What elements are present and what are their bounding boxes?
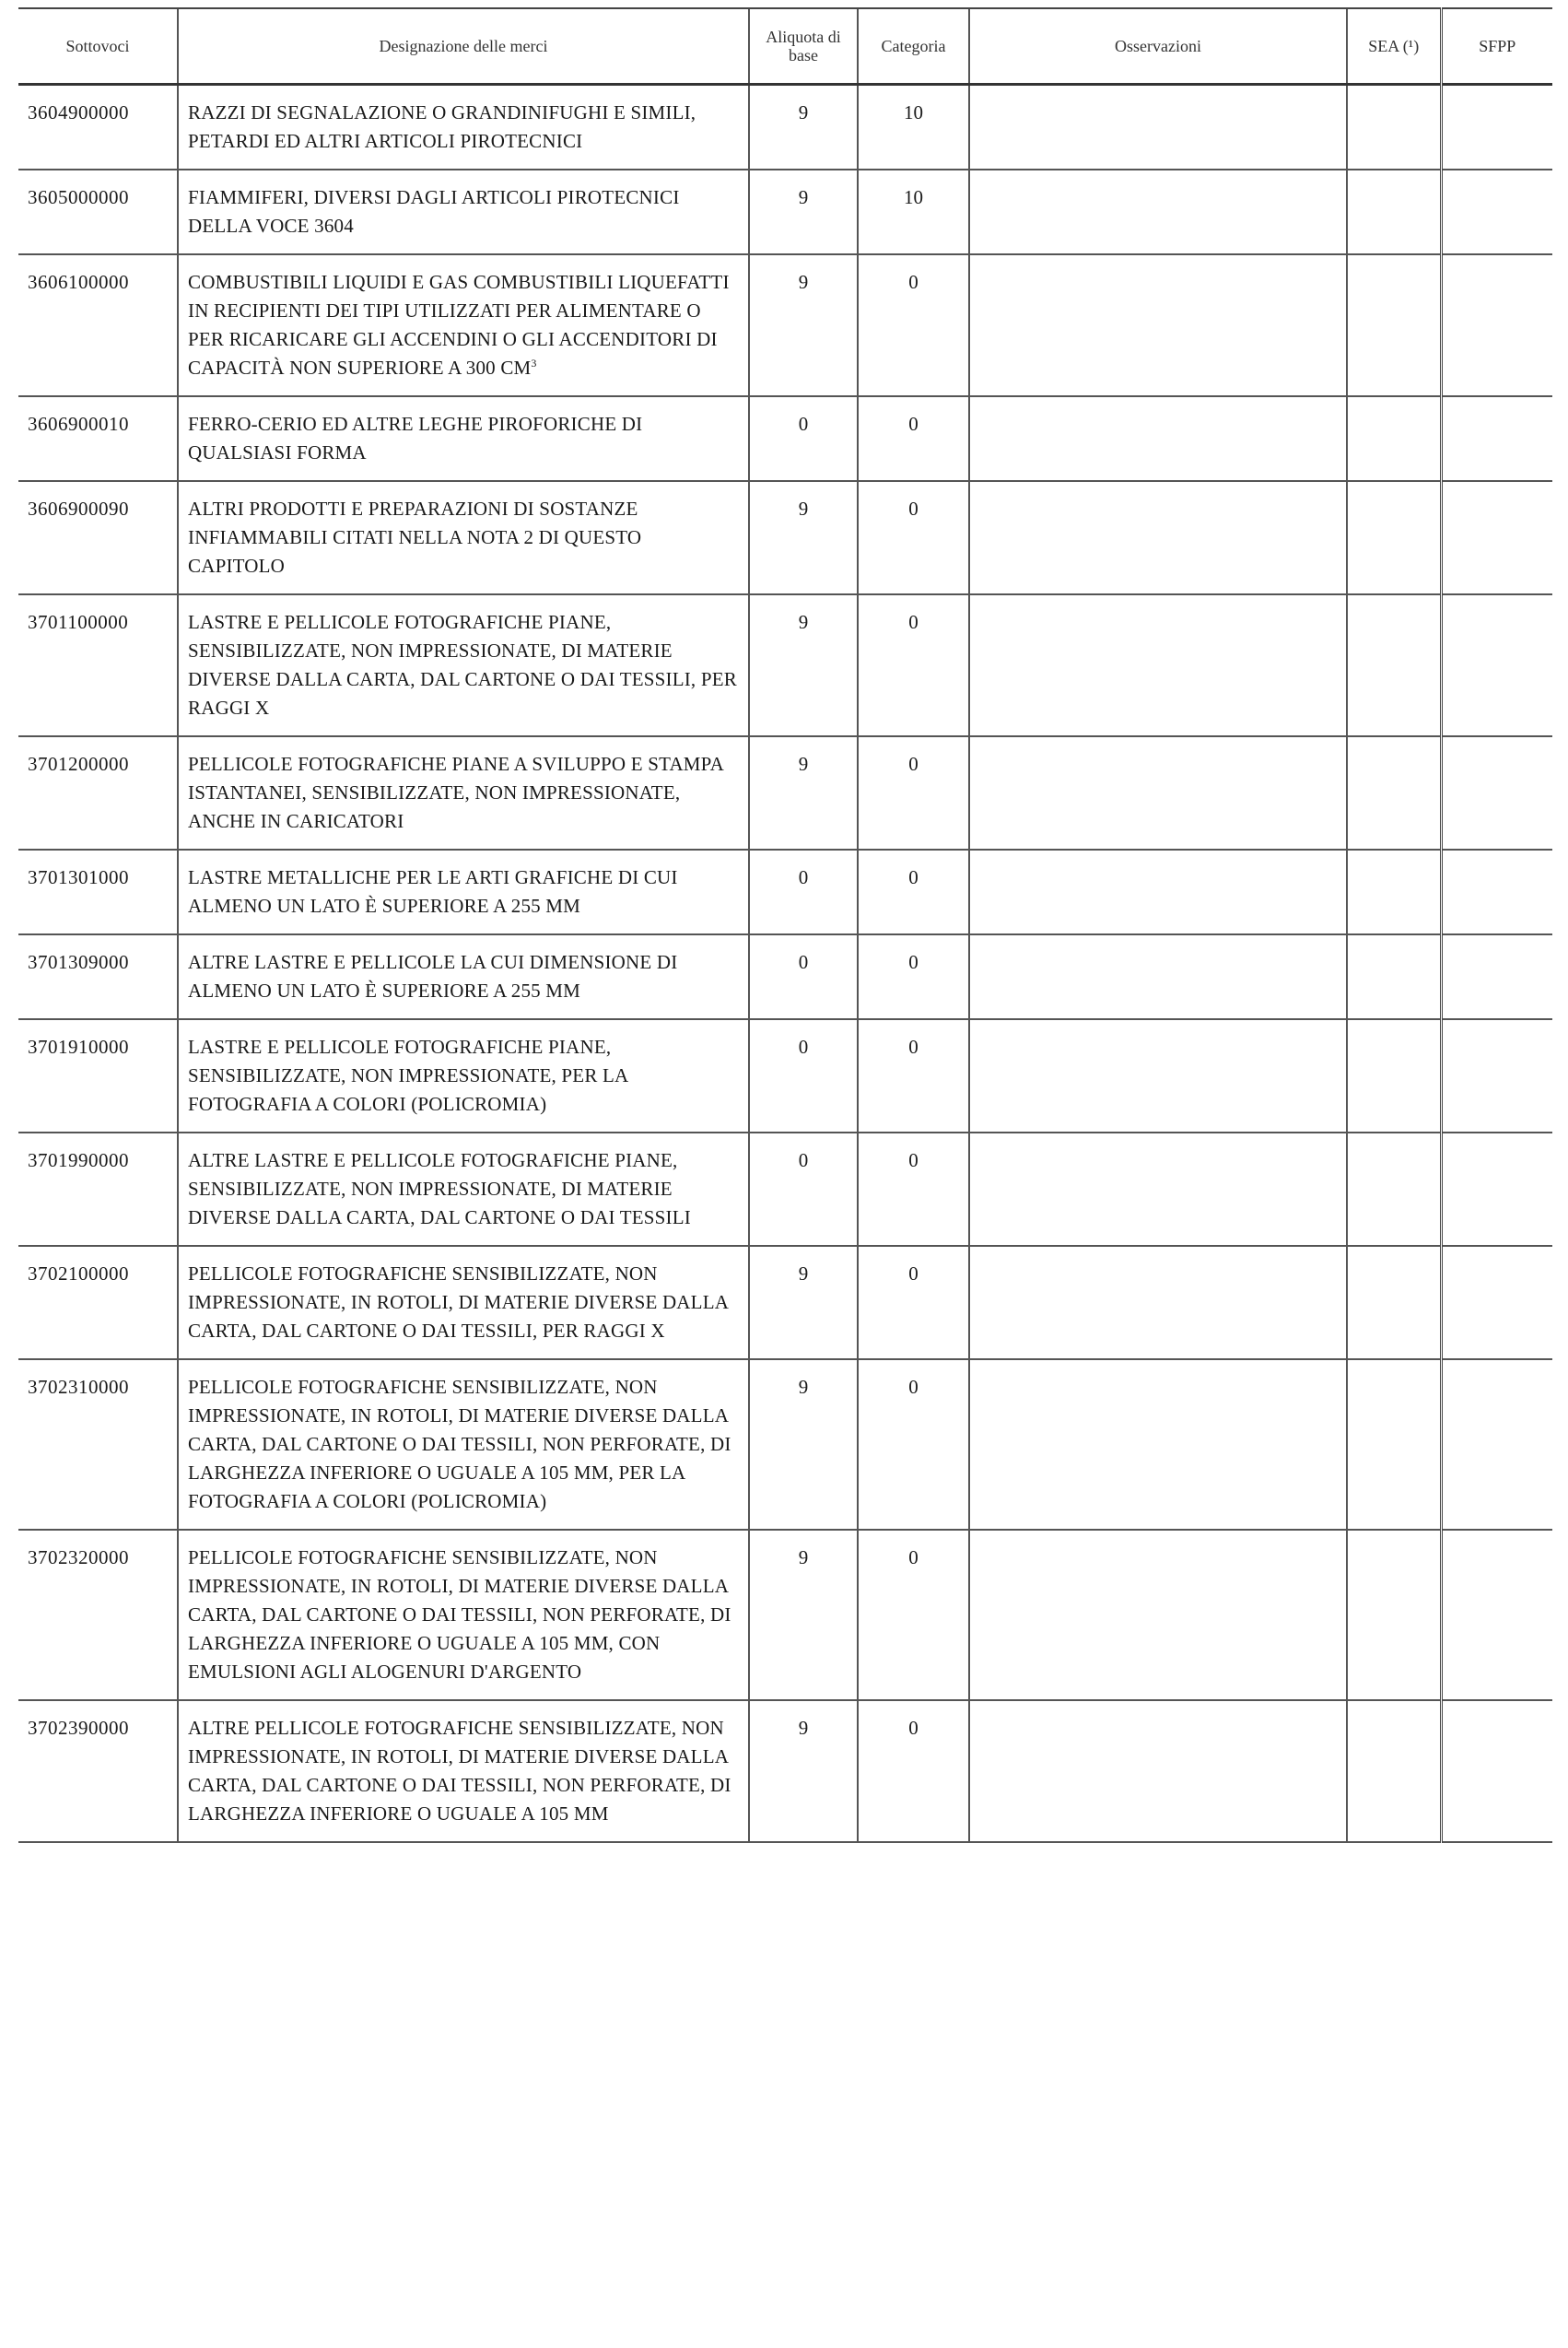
row-remarks — [969, 1700, 1347, 1842]
table-row — [18, 850, 1552, 934]
table-row — [18, 1246, 1552, 1359]
row-description — [178, 1700, 749, 1842]
row-description-text: LASTRE E PELLICOLE FOTOGRAFICHE PIANE, SENSIBILIZZATE, NON IMPRESSIONATE, DI MATERIE DIVERSE DALLA CARTA, DAL CARTONE O DAI TESSILI, PER RAGGI X — [188, 611, 737, 719]
table-row — [18, 1019, 1552, 1133]
row-remarks — [969, 1530, 1347, 1700]
row-category: 0 — [858, 1359, 969, 1530]
row-remarks — [969, 736, 1347, 850]
row-sfpp — [1441, 254, 1552, 396]
header-sfpp: SFPP — [1441, 8, 1552, 85]
row-category: 0 — [858, 1700, 969, 1842]
row-base-rate: 9 — [749, 85, 858, 170]
row-remarks — [969, 1359, 1347, 1530]
header-base-rate: Aliquota di base — [749, 8, 858, 85]
row-description — [178, 1133, 749, 1246]
row-code: 3702320000 — [18, 1530, 178, 1700]
row-category: 0 — [858, 481, 969, 594]
row-sea — [1347, 594, 1441, 736]
row-sea — [1347, 1246, 1441, 1359]
row-code: 3604900000 — [18, 85, 178, 170]
row-sea — [1347, 396, 1441, 481]
row-description-text: LASTRE METALLICHE PER LE ARTI GRAFICHE DI CUI ALMENO UN LATO È SUPERIORE A 255 MM — [188, 866, 678, 917]
row-category: 0 — [858, 850, 969, 934]
row-description-text: RAZZI DI SEGNALAZIONE O GRANDINIFUGHI E SIMILI, PETARDI ED ALTRI ARTICOLI PIROTECNICI — [188, 101, 696, 152]
row-sfpp — [1441, 934, 1552, 1019]
row-remarks — [969, 85, 1347, 170]
row-code: 3606900090 — [18, 481, 178, 594]
row-category: 0 — [858, 1133, 969, 1246]
row-sfpp — [1441, 1133, 1552, 1246]
table-row — [18, 594, 1552, 736]
row-remarks — [969, 396, 1347, 481]
row-description — [178, 1530, 749, 1700]
row-base-rate: 9 — [749, 594, 858, 736]
row-sfpp — [1441, 1700, 1552, 1842]
row-sea — [1347, 1530, 1441, 1700]
row-remarks — [969, 1019, 1347, 1133]
row-remarks — [969, 934, 1347, 1019]
row-description-text: PELLICOLE FOTOGRAFICHE SENSIBILIZZATE, NON IMPRESSIONATE, IN ROTOLI, DI MATERIE DIVERSE DALLA CARTA, DAL CARTONE O DAI TESSILI, NON PERFORATE, DI LARGHEZZA INFERIORE O UGUALE A 105 MM, PER LA FOTOGRAFIA A COLORI (POLICROMIA) — [188, 1376, 731, 1512]
row-category: 0 — [858, 594, 969, 736]
row-description-text: LASTRE E PELLICOLE FOTOGRAFICHE PIANE, SENSIBILIZZATE, NON IMPRESSIONATE, PER LA FOTOGRAFIA A COLORI (POLICROMIA) — [188, 1036, 628, 1115]
row-code: 3702390000 — [18, 1700, 178, 1842]
row-code: 3701301000 — [18, 850, 178, 934]
row-sfpp — [1441, 1359, 1552, 1530]
row-base-rate: 0 — [749, 1133, 858, 1246]
table-header — [18, 8, 1552, 85]
row-description — [178, 481, 749, 594]
row-remarks — [969, 1133, 1347, 1246]
row-code: 3701200000 — [18, 736, 178, 850]
row-code: 3701910000 — [18, 1019, 178, 1133]
table-row — [18, 736, 1552, 850]
row-base-rate: 9 — [749, 1530, 858, 1700]
row-sfpp — [1441, 396, 1552, 481]
row-code: 3606900010 — [18, 396, 178, 481]
row-description-text: FIAMMIFERI, DIVERSI DAGLI ARTICOLI PIROTECNICI DELLA VOCE 3604 — [188, 186, 680, 237]
row-description-text: COMBUSTIBILI LIQUIDI E GAS COMBUSTIBILI LIQUEFATTI IN RECIPIENTI DEI TIPI UTILIZZATI PER ALIMENTARE O PER RICARICARE GLI ACCENDINI O GLI ACCENDITORI DI CAPACITÀ NON SUPERIORE A 300 CM — [188, 271, 730, 379]
row-sea — [1347, 170, 1441, 254]
row-description — [178, 736, 749, 850]
row-category: 0 — [858, 1019, 969, 1133]
row-base-rate: 9 — [749, 1700, 858, 1842]
row-description-text: PELLICOLE FOTOGRAFICHE SENSIBILIZZATE, NON IMPRESSIONATE, IN ROTOLI, DI MATERIE DIVERSE DALLA CARTA, DAL CARTONE O DAI TESSILI, PER RAGGI X — [188, 1262, 728, 1342]
table-row — [18, 254, 1552, 396]
row-base-rate: 0 — [749, 850, 858, 934]
row-description — [178, 1019, 749, 1133]
table-row — [18, 1133, 1552, 1246]
row-base-rate: 0 — [749, 396, 858, 481]
row-sfpp — [1441, 170, 1552, 254]
row-code: 3701100000 — [18, 594, 178, 736]
row-sea — [1347, 85, 1441, 170]
row-category: 10 — [858, 85, 969, 170]
table-row — [18, 1359, 1552, 1530]
row-description-superscript: 3 — [531, 357, 537, 370]
row-description — [178, 594, 749, 736]
header-code: Sottovoci — [18, 8, 178, 85]
row-sea — [1347, 1019, 1441, 1133]
row-remarks — [969, 1246, 1347, 1359]
tariff-table — [18, 7, 1552, 1843]
header-description: Designazione delle merci — [178, 8, 749, 85]
row-base-rate: 9 — [749, 1359, 858, 1530]
row-base-rate: 0 — [749, 934, 858, 1019]
row-description — [178, 254, 749, 396]
row-description — [178, 85, 749, 170]
row-base-rate: 9 — [749, 736, 858, 850]
table-row — [18, 396, 1552, 481]
row-code: 3702100000 — [18, 1246, 178, 1359]
row-sea — [1347, 736, 1441, 850]
row-description — [178, 934, 749, 1019]
row-sfpp — [1441, 481, 1552, 594]
row-base-rate: 9 — [749, 254, 858, 396]
header-row — [18, 8, 1552, 85]
row-category: 0 — [858, 396, 969, 481]
row-sfpp — [1441, 850, 1552, 934]
row-sea — [1347, 850, 1441, 934]
header-remarks: Osservazioni — [969, 8, 1347, 85]
row-category: 0 — [858, 1246, 969, 1359]
row-category: 10 — [858, 170, 969, 254]
row-sea — [1347, 481, 1441, 594]
row-sfpp — [1441, 1019, 1552, 1133]
row-description-text: ALTRI PRODOTTI E PREPARAZIONI DI SOSTANZE INFIAMMABILI CITATI NELLA NOTA 2 DI QUESTO CAPITOLO — [188, 498, 642, 577]
table-row — [18, 481, 1552, 594]
row-sea — [1347, 1700, 1441, 1842]
row-description-text: FERRO-CERIO ED ALTRE LEGHE PIROFORICHE DI QUALSIASI FORMA — [188, 413, 643, 464]
row-sfpp — [1441, 736, 1552, 850]
row-description — [178, 170, 749, 254]
table-row — [18, 934, 1552, 1019]
row-code: 3701990000 — [18, 1133, 178, 1246]
table-body — [18, 85, 1552, 1843]
row-base-rate: 9 — [749, 481, 858, 594]
row-description-text: PELLICOLE FOTOGRAFICHE PIANE A SVILUPPO E STAMPA ISTANTANEI, SENSIBILIZZATE, NON IMPRESSIONATE, ANCHE IN CARICATORI — [188, 753, 723, 832]
row-sea — [1347, 934, 1441, 1019]
row-description — [178, 396, 749, 481]
row-code: 3606100000 — [18, 254, 178, 396]
row-code: 3605000000 — [18, 170, 178, 254]
header-sea: SEA (¹) — [1347, 8, 1441, 85]
row-code: 3701309000 — [18, 934, 178, 1019]
row-remarks — [969, 481, 1347, 594]
table-row — [18, 170, 1552, 254]
row-description — [178, 850, 749, 934]
row-sfpp — [1441, 85, 1552, 170]
header-category: Categoria — [858, 8, 969, 85]
row-base-rate: 9 — [749, 1246, 858, 1359]
table-row — [18, 1530, 1552, 1700]
row-remarks — [969, 594, 1347, 736]
row-description — [178, 1359, 749, 1530]
row-base-rate: 0 — [749, 1019, 858, 1133]
row-remarks — [969, 170, 1347, 254]
row-description-text: ALTRE PELLICOLE FOTOGRAFICHE SENSIBILIZZATE, NON IMPRESSIONATE, IN ROTOLI, DI MATERIE DIVERSE DALLA CARTA, DAL CARTONE O DAI TESSILI, NON PERFORATE, DI LARGHEZZA INFERIORE O UGUALE A 105 MM — [188, 1717, 731, 1825]
row-sfpp — [1441, 1246, 1552, 1359]
row-sfpp — [1441, 594, 1552, 736]
row-sea — [1347, 1133, 1441, 1246]
row-category: 0 — [858, 934, 969, 1019]
row-sea — [1347, 1359, 1441, 1530]
row-sea — [1347, 254, 1441, 396]
table-row — [18, 1700, 1552, 1842]
row-sfpp — [1441, 1530, 1552, 1700]
row-base-rate: 9 — [749, 170, 858, 254]
row-category: 0 — [858, 254, 969, 396]
row-category: 0 — [858, 736, 969, 850]
row-description-text: ALTRE LASTRE E PELLICOLE LA CUI DIMENSIONE DI ALMENO UN LATO È SUPERIORE A 255 MM — [188, 951, 678, 1002]
row-description-text: ALTRE LASTRE E PELLICOLE FOTOGRAFICHE PIANE, SENSIBILIZZATE, NON IMPRESSIONATE, DI MATERIE DIVERSE DALLA CARTA, DAL CARTONE O DAI TESSILI — [188, 1149, 691, 1228]
row-remarks — [969, 254, 1347, 396]
row-remarks — [969, 850, 1347, 934]
row-description-text: PELLICOLE FOTOGRAFICHE SENSIBILIZZATE, NON IMPRESSIONATE, IN ROTOLI, DI MATERIE DIVERSE DALLA CARTA, DAL CARTONE O DAI TESSILI, NON PERFORATE, DI LARGHEZZA INFERIORE O UGUALE A 105 MM, CON EMULSIONI AGLI ALOGENURI D'ARGENTO — [188, 1546, 731, 1683]
document-page — [18, 7, 1552, 1843]
table-row — [18, 85, 1552, 170]
row-category: 0 — [858, 1530, 969, 1700]
row-code: 3702310000 — [18, 1359, 178, 1530]
row-description — [178, 1246, 749, 1359]
